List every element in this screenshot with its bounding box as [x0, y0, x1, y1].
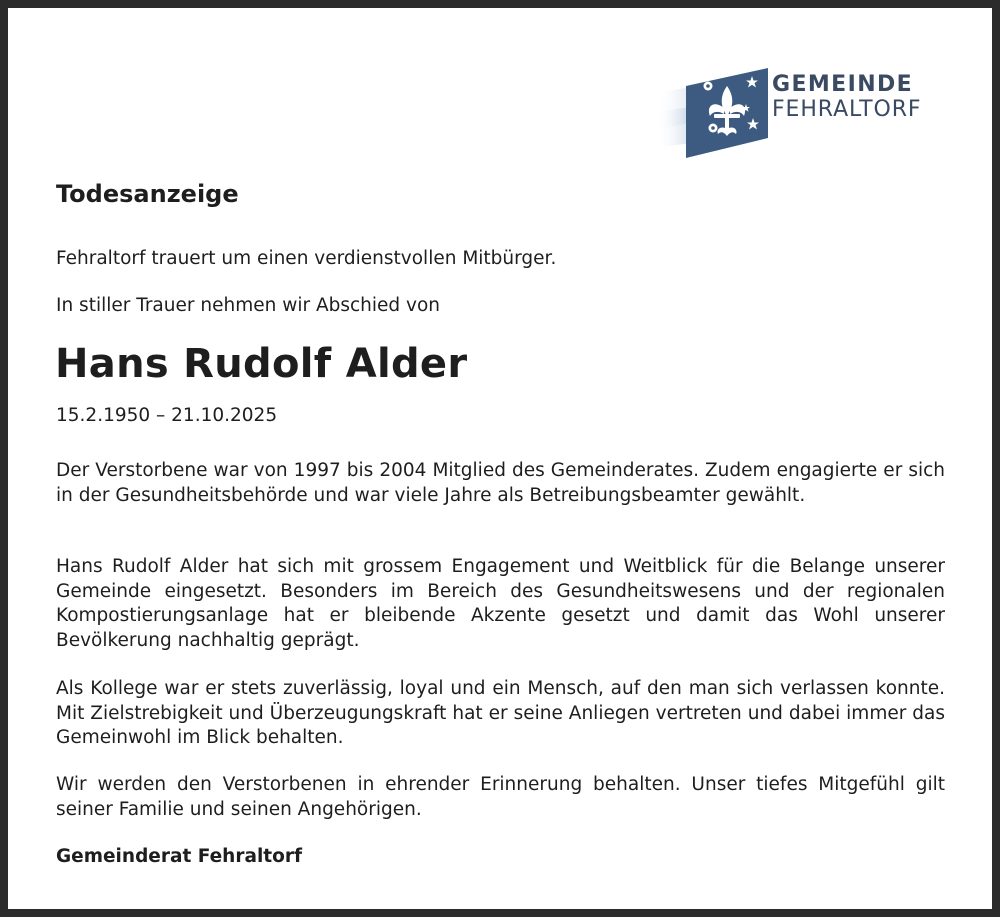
- notice-page: [8, 8, 992, 909]
- gemeinde-logo: [656, 56, 956, 162]
- coat-of-arms-icon: [656, 56, 772, 162]
- signature: Gemeinderat Fehraltorf: [56, 846, 303, 867]
- deceased-name: Hans Rudolf Alder: [55, 341, 468, 387]
- notice-title: Todesanzeige: [56, 180, 239, 208]
- paragraph-4: Wir werden den Verstorbenen in ehrender Erinnerung behalten. Unser tiefes Mitgefühl gilt seiner Familie und seinen Angehörigen.: [56, 774, 945, 820]
- logo-wordmark: [772, 74, 921, 121]
- paragraph-3: Als Kollege war er stets zuverlässig, loyal und ein Mensch, auf den man sich verlassen konnte. Mit Zielstrebigkeit und Überzeugungskraft hat er seine Anliegen vertreten und dabei immer das Gemeinwohl im Blick behalten.: [56, 678, 945, 748]
- logo-line-fehraltorf: FEHRALTORF: [772, 97, 922, 122]
- paragraph-2: Hans Rudolf Alder hat sich mit grossem Engagement und Weitblick für die Belange unserer Gemeinde eingesetzt. Besonders im Bereich des Gesundheitswesens und der regionalen Kompostierungsanlage hat er bleibende Akzente gesetzt und damit das Wohl unserer Bevölkerung nachhaltig geprägt.: [56, 556, 945, 651]
- logo-line-gemeinde: GEMEINDE: [772, 72, 914, 97]
- farewell-line: In stiller Trauer nehmen wir Abschied von: [56, 295, 441, 316]
- intro-line: Fehraltorf trauert um einen verdienstvollen Mitbürger.: [56, 248, 557, 269]
- paragraph-1: Der Verstorbene war von 1997 bis 2004 Mitglied des Gemeinderates. Zudem engagierte er sich in der Gesundheitsbehörde und war viele Jahre als Betreibungsbeamter gewählt.: [56, 460, 945, 506]
- life-dates: 15.2.1950 – 21.10.2025: [56, 405, 278, 426]
